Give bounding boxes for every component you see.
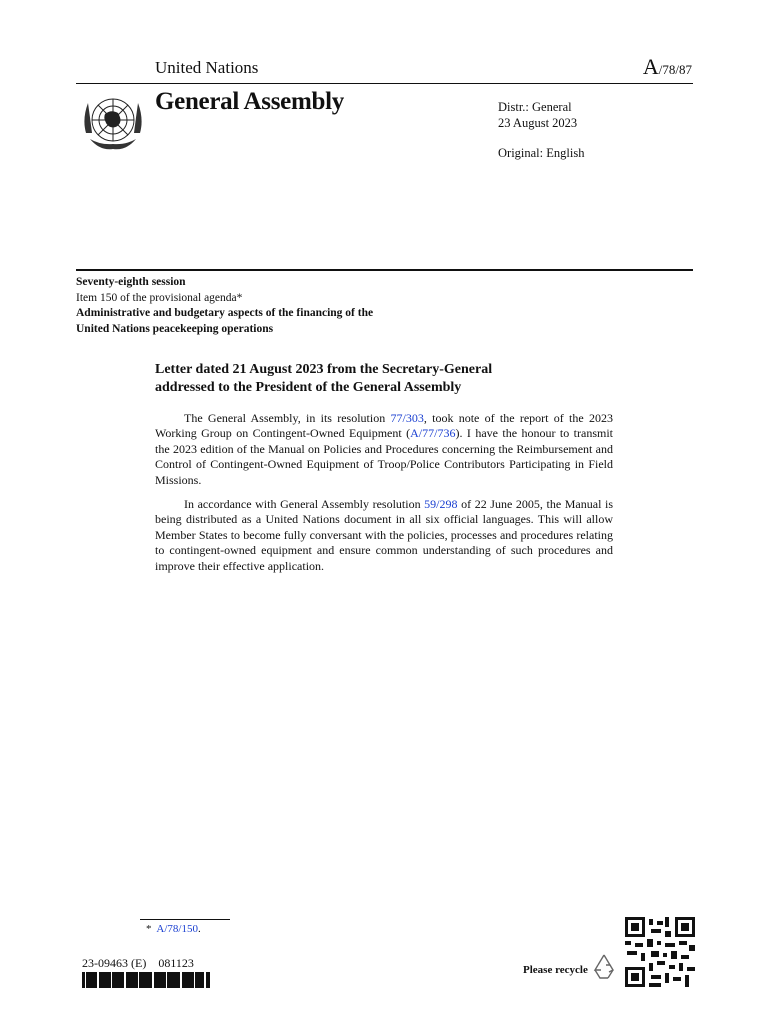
letter-body bbox=[155, 411, 613, 583]
footnote-rule bbox=[140, 919, 230, 920]
letter-title bbox=[155, 361, 615, 397]
job-number: 23-09463 (E) 081123 bbox=[82, 956, 194, 970]
report-a-77-736-link[interactable]: A/77/736 bbox=[410, 426, 456, 441]
symbol-suffix: /78/87 bbox=[658, 62, 692, 77]
session-name: Seventy-eighth session bbox=[76, 276, 186, 288]
qr-code-icon bbox=[625, 917, 695, 987]
paragraph-2: In accordance with General Assembly resolution 59/298 of 22 June 2005, the Manual is being distributed as a United Nations document in all six official languages. This will allow Member States to become fully conversant with the policies, processes and procedures relating to contingent-owned equipment and ensure common understanding of such procedures and improve their effective application. bbox=[155, 497, 614, 573]
agenda-topic-line2: United Nations peacekeeping operations bbox=[76, 322, 274, 335]
paragraph-1: The General Assembly, in its resolution 77/303, took note of the report of the 2023 Working Group on Contingent-Owned Equipment (A/77/736). I have the honour to transmit the 2023 edition of the Manual on Policies and Procedures concerning the Reimbursement and Control of Contingent-Owned Equipment of Troop/Police Contributors Participating in Field Missions. bbox=[155, 411, 614, 487]
recycle-icon bbox=[591, 952, 617, 980]
letter-title-line1: Letter dated 21 August 2023 from the Secretary-General bbox=[155, 362, 493, 377]
document-symbol bbox=[643, 54, 692, 80]
distribution-block bbox=[498, 99, 577, 131]
document-date: 23 August 2023 bbox=[498, 116, 578, 130]
recycle-label: Please recycle bbox=[523, 964, 588, 976]
letter-title-line2: addressed to the President of the General Assembly bbox=[155, 380, 462, 395]
resolution-77-303-link[interactable]: 77/303 bbox=[390, 411, 424, 425]
footnote-link[interactable]: A/78/150 bbox=[156, 923, 198, 935]
footnote: * A/78/150. bbox=[146, 923, 201, 935]
header-rule bbox=[76, 83, 693, 84]
agenda-item: Item 150 of the provisional agenda* bbox=[76, 291, 243, 304]
un-emblem-icon bbox=[78, 89, 148, 155]
session-rule bbox=[76, 269, 693, 271]
session-block bbox=[76, 275, 373, 337]
org-name: United Nations bbox=[155, 58, 259, 77]
body-name: General Assembly bbox=[155, 88, 344, 115]
original-language: Original: English bbox=[498, 146, 585, 160]
footnote-marker: * bbox=[146, 923, 152, 935]
resolution-59-298-link[interactable]: 59/298 bbox=[424, 497, 458, 512]
symbol-prefix: A bbox=[642, 54, 659, 79]
distribution: Distr.: General bbox=[498, 100, 572, 114]
agenda-topic-line1: Administrative and budgetary aspects of the financing of the bbox=[76, 307, 374, 319]
barcode-icon bbox=[82, 972, 210, 988]
